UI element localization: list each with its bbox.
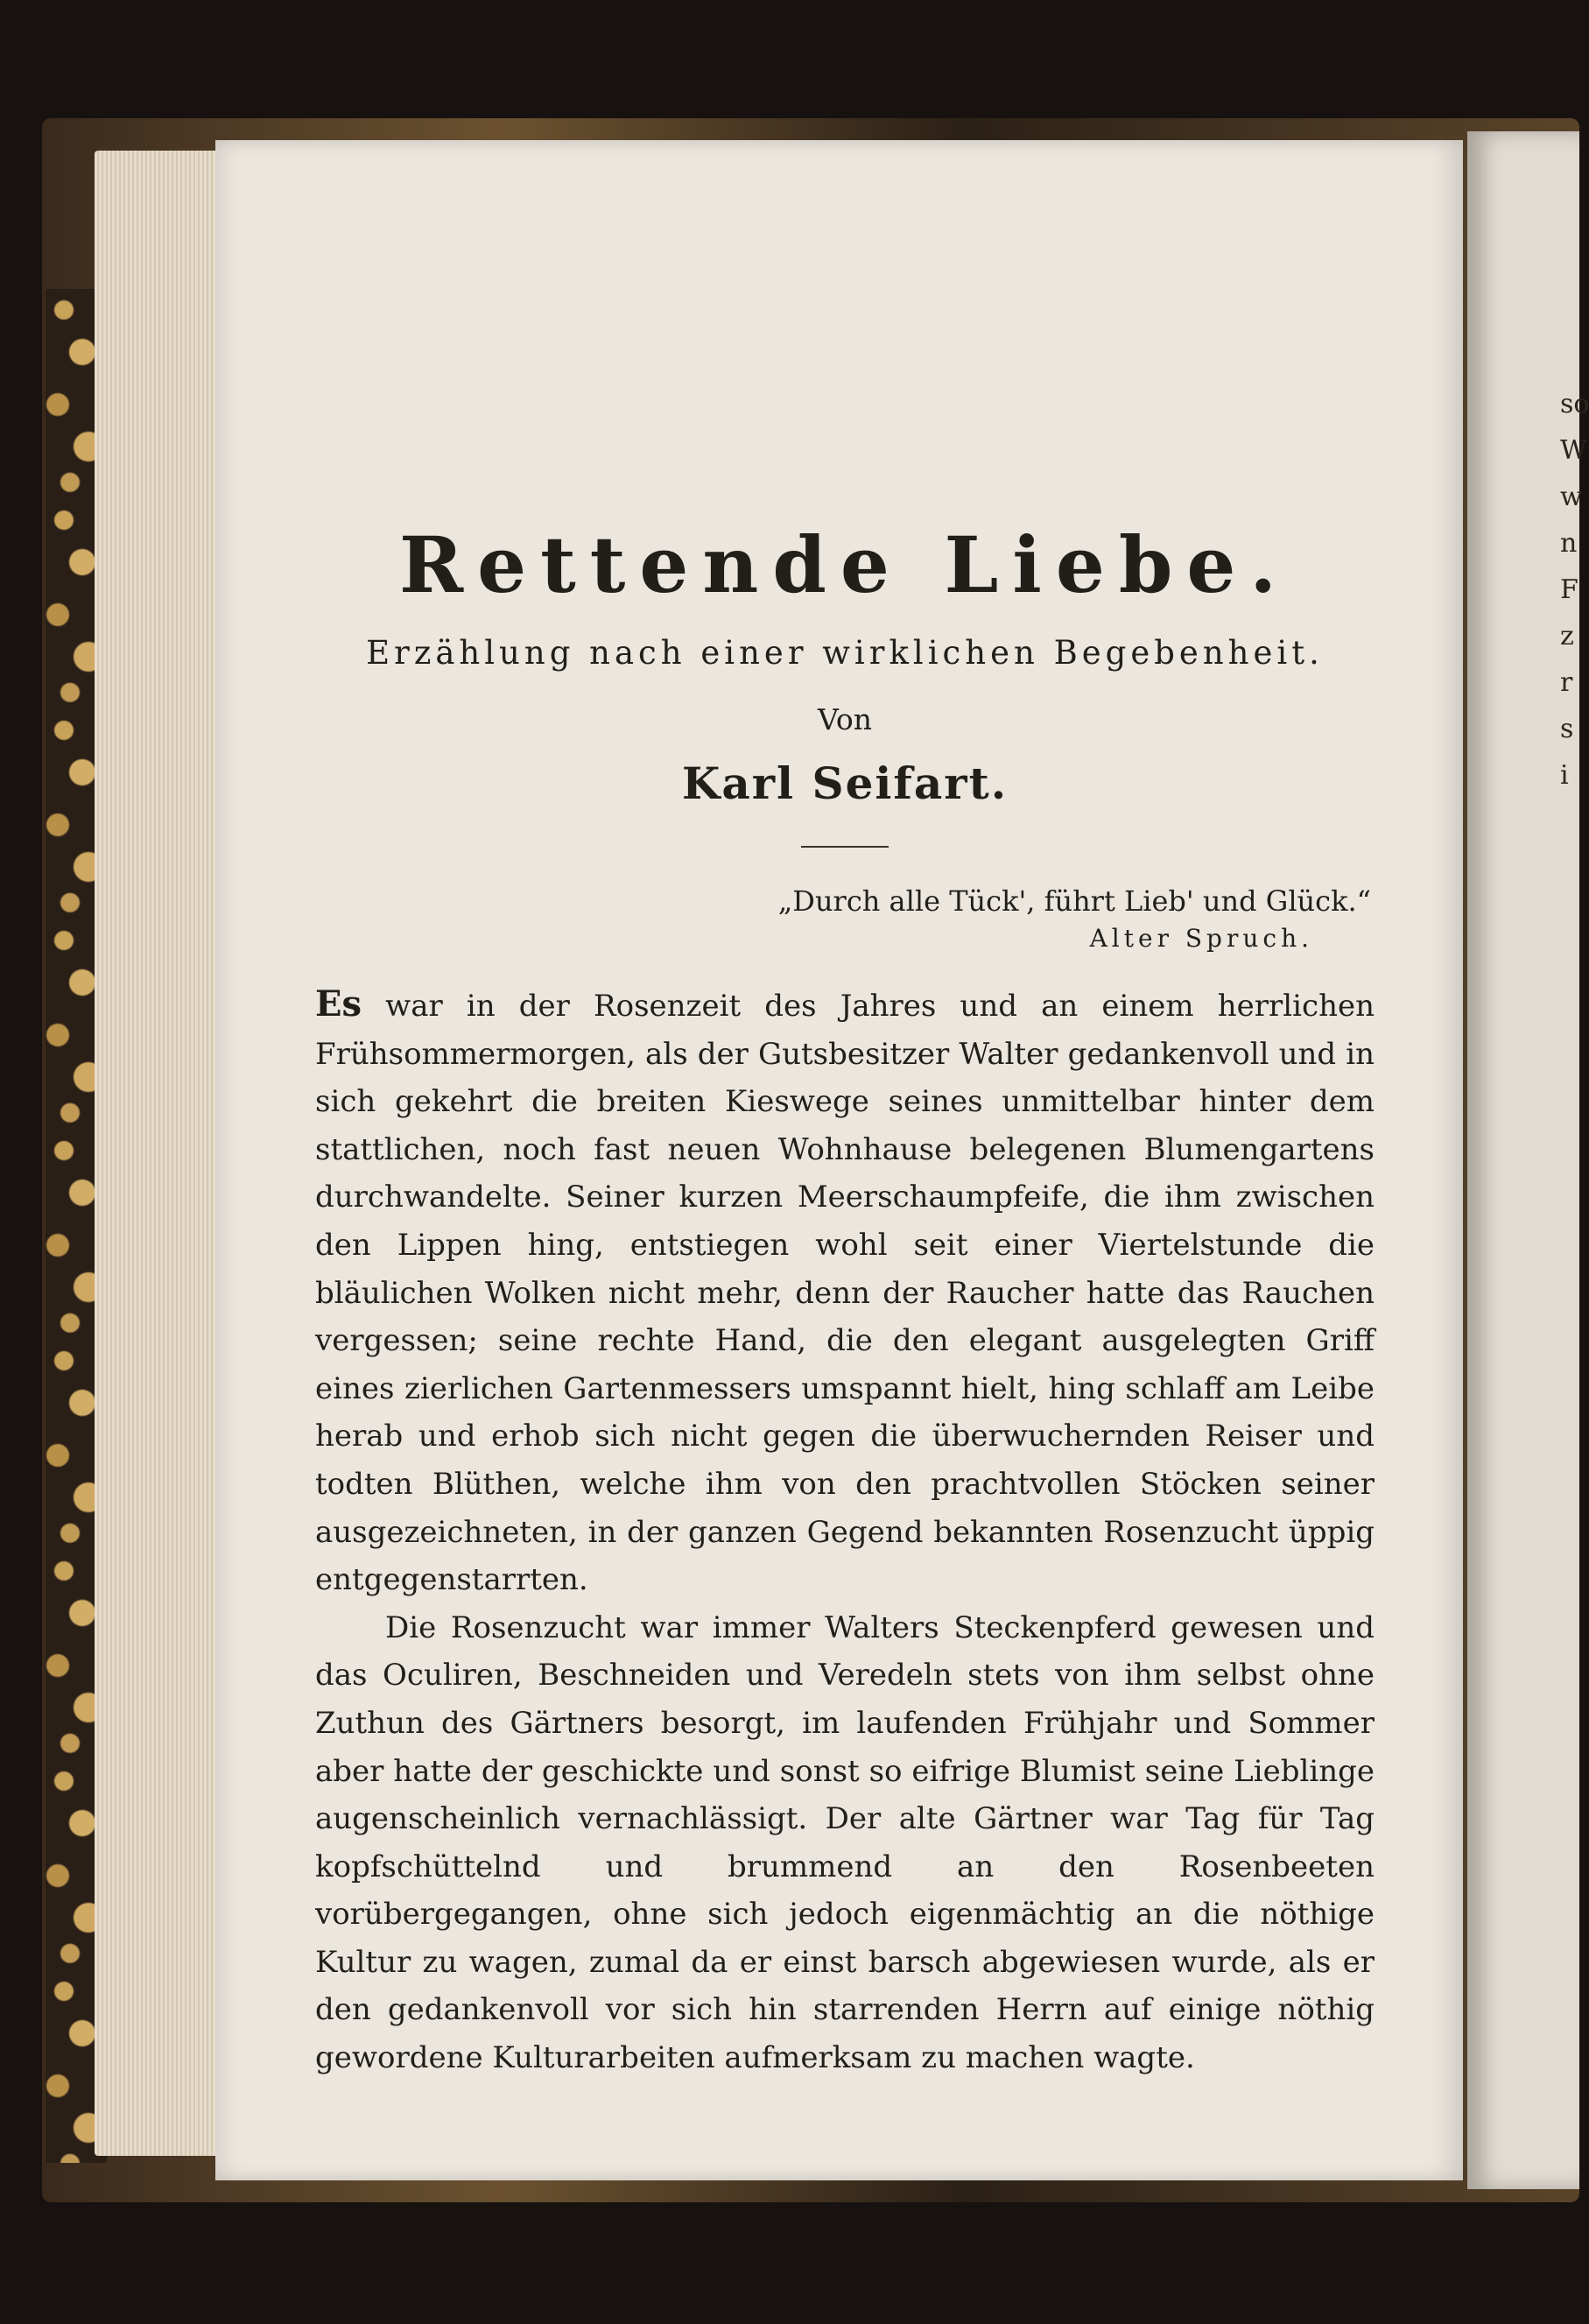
by-line: Von <box>818 702 872 736</box>
paragraph-initial: Es <box>315 983 362 1025</box>
paragraph <box>315 1604 1375 2082</box>
author-name: Karl Seifart. <box>681 757 1009 809</box>
facing-fragment: n <box>1560 528 1578 559</box>
motto-source: Alter Spruch. <box>1089 924 1313 953</box>
facing-fragment: so <box>1560 389 1589 419</box>
body-text <box>315 981 1375 2082</box>
page-content <box>315 517 1375 2082</box>
facing-fragment: s <box>1560 714 1574 744</box>
motto-quote: „Durch alle Tück', führt Lieb' und Glück.“ <box>777 884 1371 918</box>
facing-page-text-fragments <box>1560 381 1589 799</box>
story-subtitle: Erzählung nach einer wirklichen Begebenheit. <box>366 634 1324 672</box>
divider-rule <box>801 846 889 848</box>
facing-fragment: z <box>1560 621 1574 651</box>
paragraph <box>315 981 1375 1604</box>
paragraph-text: Die Rosenzucht war immer Walters Steckenpferd gewesen und das Oculiren, Beschneiden und Veredeln stets von ihm selbst ohne Zuthun des Gärtners besorgt, im laufenden Frühjahr und Sommer aber hatte der geschickte und sonst so eifrige Blumist seine Lieblinge augenscheinlich vernachlässigt. Der alte Gärtner war Tag für Tag kopfschüttelnd und brummend an den Rosenbeeten vorübergegangen, ohne sich jedoch eigenmächtig an die nöthige Kultur zu wagen, zumal da er einst barsch abgewiesen wurde, als er den gedankenvoll vor sich hin starrenden Herrn auf einige nöthig gewordene Kulturarbeiten aufmerksam zu machen wagte. <box>315 1609 1375 2076</box>
page-stack-edge <box>95 151 226 2156</box>
facing-fragment: r <box>1560 667 1573 698</box>
facing-fragment: W <box>1560 435 1587 466</box>
facing-fragment: i <box>1560 760 1569 791</box>
story-title: Rettende Liebe. <box>399 519 1290 610</box>
facing-fragment: w <box>1560 482 1583 512</box>
facing-fragment: F <box>1560 574 1578 605</box>
paragraph-text: war in der Rosenzeit des Jahres und an einem herrlichen Frühsommermorgen, als der Gutsbesitzer Walter gedankenvoll und in sich gekehrt die breiten Kieswege seines unmittelbar hinter dem stattlichen, noch fast neuen Wohnhause belegenen Blumengartens durchwandelte. Seiner kurzen Meerschaumpfeife, die ihm zwischen den Lippen hing, entstiegen wohl seit einer Viertelstunde die bläulichen Wolken nicht mehr, denn der Raucher hatte das Rauchen vergessen; seine rechte Hand, die den elegant ausgelegten Griff eines zierlichen Gartenmessers umspannt hielt, hing schlaff am Leibe herab und erhob sich nicht gegen die überwuchernden Reiser und todten Blüthen, welche ihm von den prachtvollen Stöcken seiner ausgezeichneten, in der ganzen Gegend bekannten Rosenzucht üppig entgegenstarrten. <box>315 989 1375 1598</box>
